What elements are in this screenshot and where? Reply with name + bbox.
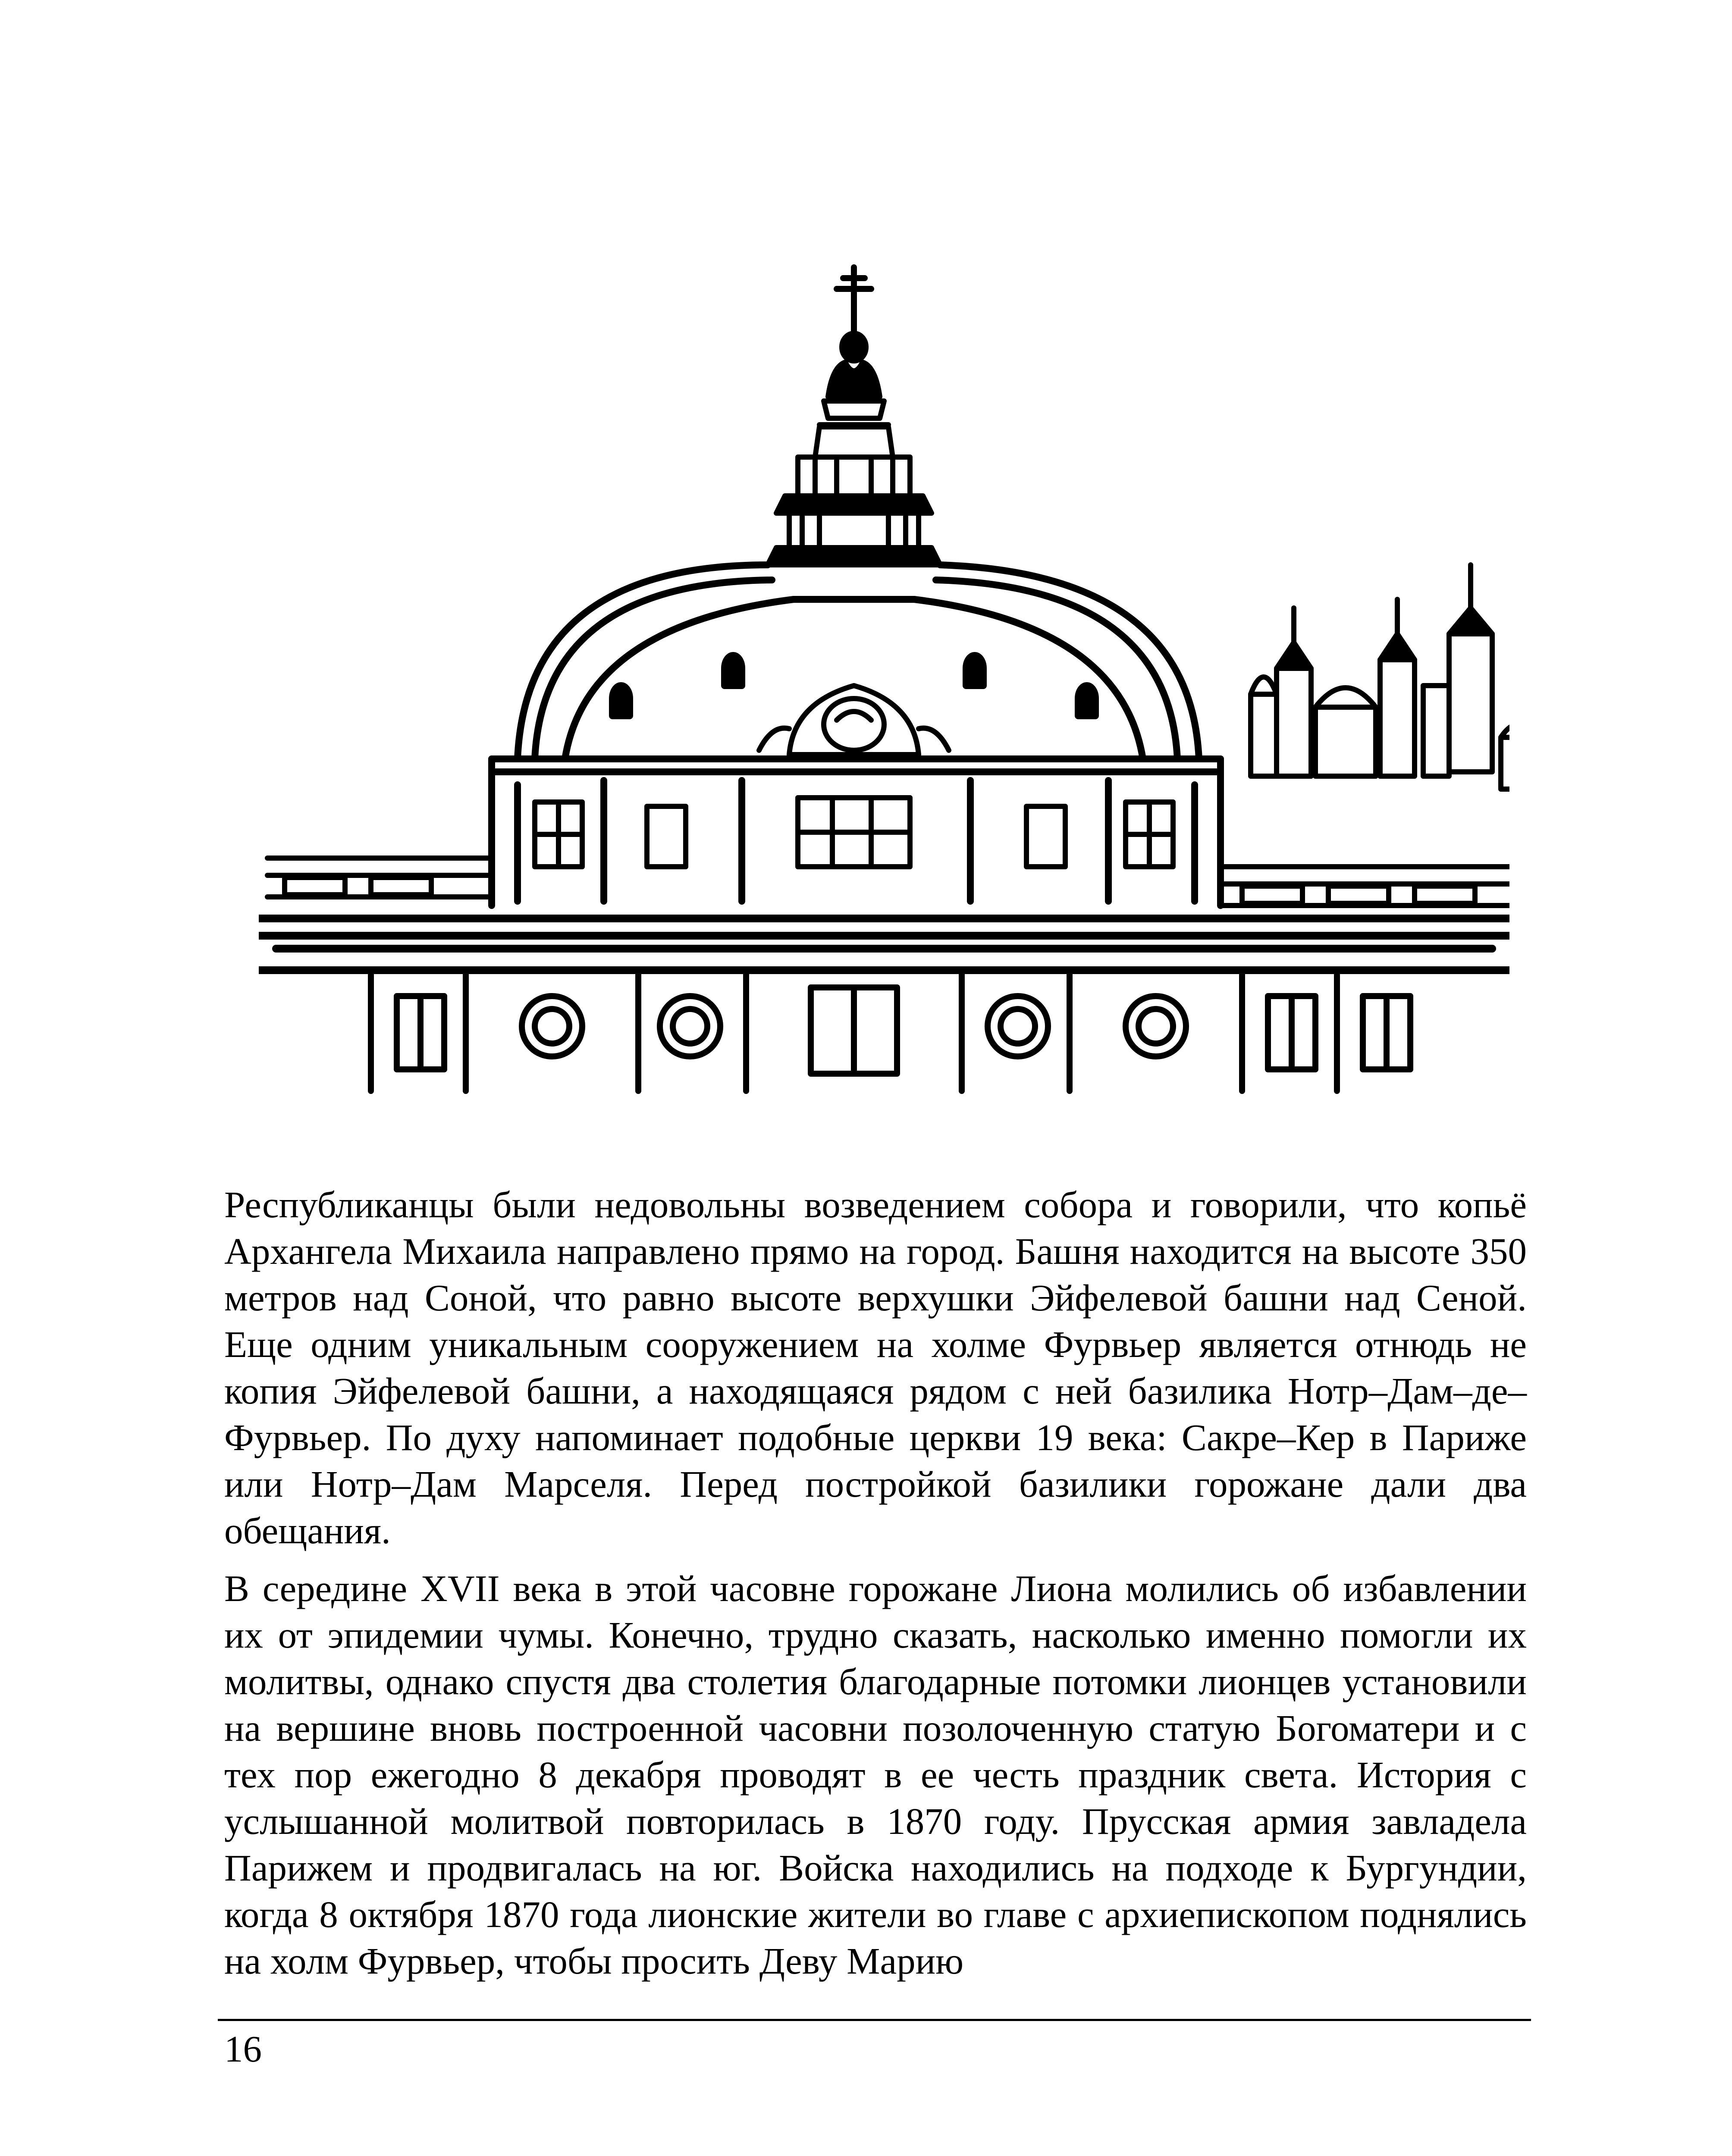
right-balustrade: [1221, 867, 1509, 906]
footer-divider: [218, 2019, 1531, 2021]
dome: [518, 565, 1199, 759]
lower-facade: [371, 975, 1410, 1091]
paragraph-1: Республиканцы были недовольны возведением собора и говорили, что копьё Архангела Михаила направлено прямо на город. Башня находится на высоте 350 метров над Соной, что равно высоте верхушки Эйфелевой башни над Сеной. Еще одним уникальным сооружением на холме Фурвьер является отнюдь не копия Эйфелевой башни, а находящаяся рядом с ней базилика Нотр–Дам–де–Фурвьер. По духу напоминает подобные церкви 19 века: Сакре–Кер в Париже или Нотр–Дам Марселя. Перед постройкой базилики горожане дали два обещания.: [224, 1184, 1527, 1551]
drum-windows: [535, 798, 1173, 867]
main-cornice: [259, 918, 1509, 970]
lantern: [768, 427, 940, 565]
lantern-statue: [819, 333, 888, 425]
page-number: 16: [224, 2028, 262, 2070]
cross-finial: [837, 267, 871, 336]
paragraph-2: В середине XVII века в этой часовне горожане Лиона молились об избавлении их от эпидемии чумы. Конечно, трудно сказать, насколько именно помогли их молитвы, однако спустя два столетия благодарные потомки лионцев установили на вершине вновь построенной часовни позолоченную статую Богоматери и с тех пор ежегодно 8 декабря проводят в ее честь праздник света. История с услышанной молитвой повторилась в 1870 году. Прусская армия завладела Парижем и продвигалась на юг. Войска находились на подходе к Бургундии, когда 8 октября 1870 года лионские жители во главе с архиепископом поднялись на холм Фурвьер, чтобы просить Деву Марию: [224, 1567, 1527, 1982]
bell-towers: [1251, 565, 1509, 789]
basilica-dome-illustration: [259, 254, 1509, 1095]
dome-cartouche: [759, 686, 949, 755]
left-balustrade: [267, 858, 492, 897]
